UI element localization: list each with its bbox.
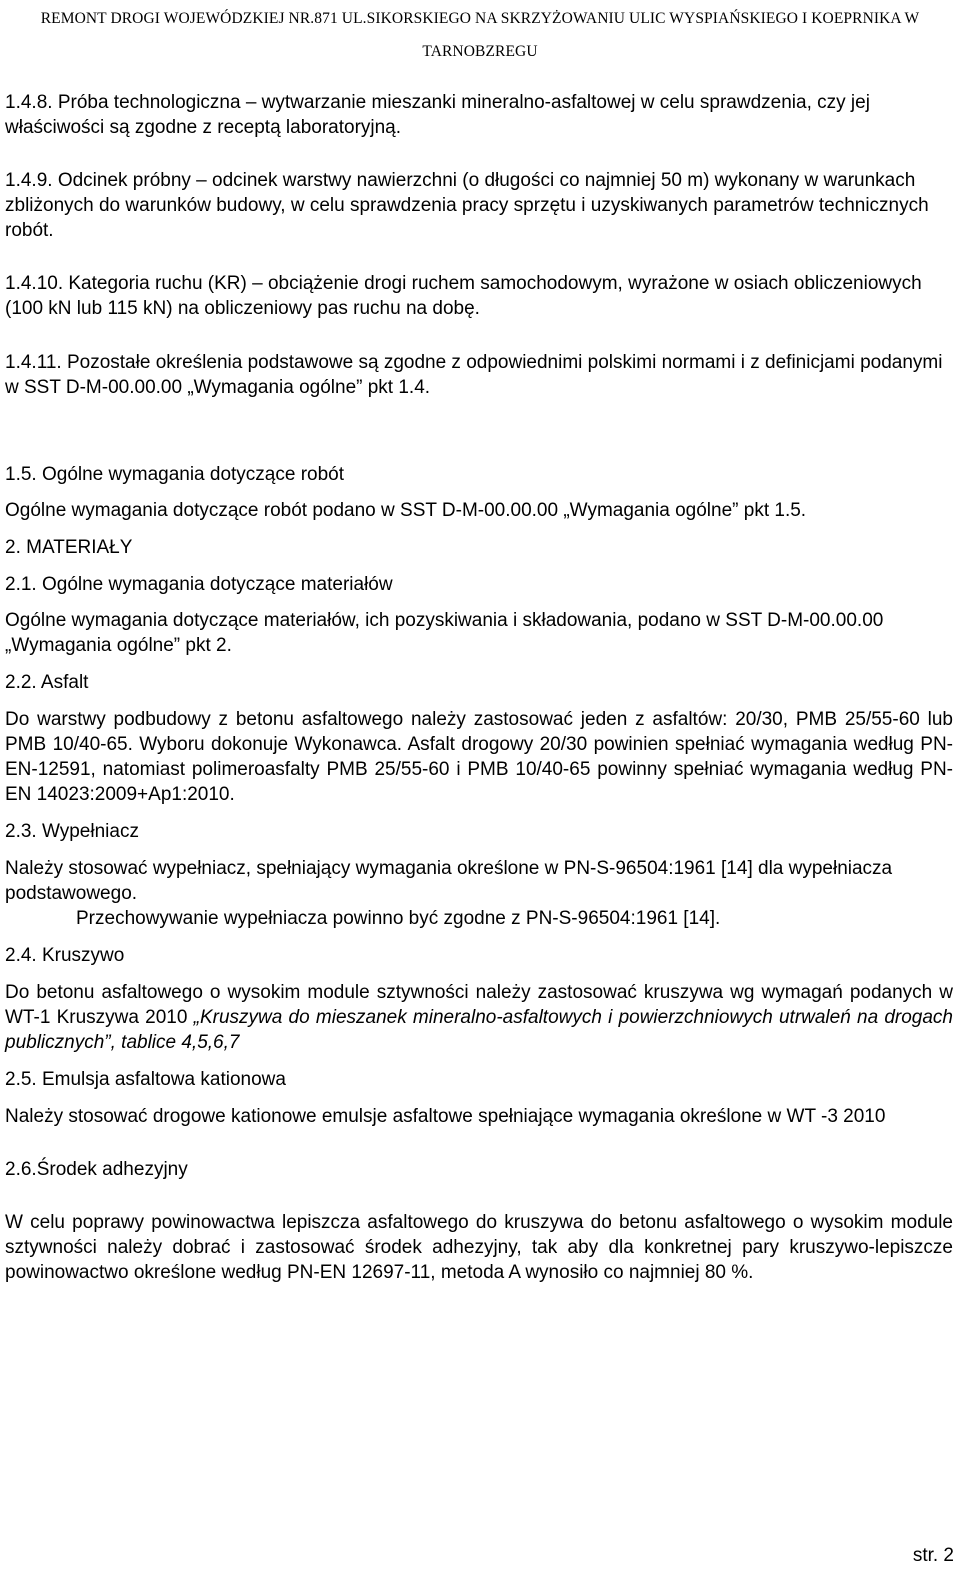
header-line-2: TARNOBZREGU [422,43,538,60]
section-2-6-heading: 2.6.Środek adhezyjny [5,1159,188,1180]
section-2-heading: 2. MATERIAŁY [5,537,133,558]
document-header [0,2,960,68]
section-2-3-text-1: Należy stosować wypełniacz, spełniający wymagania określone w PN-S-96504:1961 [14] dla wypełniacza podstawowego. [5,858,893,904]
section-2-3-heading: 2.3. Wypełniacz [5,821,139,842]
section-2-5-text: Należy stosować drogowe kationowe emulsje asfaltowe spełniające wymagania określone w WT -3 2010 [5,1106,886,1127]
document-body [5,90,953,1285]
section-2-4-text [5,980,953,1055]
header-line-1: REMONT DROGI WOJEWÓDZKIEJ NR.871 UL.SIKORSKIEGO NA SKRZYŻOWANIU ULIC WYSPIAŃSKIEGO I KOEPRNIKA W [40,10,920,27]
section-2-6-text: W celu poprawy powinowactwa lepiszcza asfaltowego do kruszywa do betonu asfaltowego o wysokim module sztywności należy dobrać i zastosować środek adhezyjny, tak aby dla konkretnej pary kruszywo-lepiszcze powinowactwo określone według PN-EN 12697-11, metoda A wynosiło co najmniej 80 %. [5,1212,953,1283]
section-1-5-text: Ogólne wymagania dotyczące robót podano w SST D-M-00.00.00 „Wymagania ogólne” pkt 1.5. [5,500,807,521]
section-2-1-heading: 2.1. Ogólne wymagania dotyczące materiałów [5,574,393,595]
section-2-1-text: Ogólne wymagania dotyczące materiałów, ich pozyskiwania i składowania, podano w SST D-M-00.00.00 „Wymagania ogólne” pkt 2. [5,610,884,656]
definition-1-4-10: 1.4.10. Kategoria ruchu (KR) – obciążenie drogi ruchem samochodowym, wyrażone w osiach obliczeniowych (100 kN lub 115 kN) na obliczeniowy pas ruchu na dobę. [5,273,922,319]
section-2-4-text-italic: „Kruszywa do mieszanek mineralno-asfaltowych i powierzchniowych utrwaleń na drogach publicznych”, tablice 4,5,6,7 [5,1007,954,1053]
section-2-4-text-regular: Do betonu asfaltowego o wysokim module sztywności należy zastosować kruszywa wg wymagań podanych w WT-1 Kruszywa 2010 [5,982,953,1028]
page-number: str. 2 [912,1545,954,1566]
definition-1-4-9: 1.4.9. Odcinek próbny – odcinek warstwy nawierzchni (o długości co najmniej 50 m) wykonany w warunkach zbliżonych do warunków budowy, w celu sprawdzenia pracy sprzętu i uzyskiwanych parametrów technicznych robót. [5,170,929,241]
definition-1-4-8: 1.4.8. Próba technologiczna – wytwarzanie mieszanki mineralno-asfaltowej w celu sprawdzenia, czy jej właściwości są zgodne z receptą laboratoryjną. [5,92,870,138]
section-1-5-heading: 1.5. Ogólne wymagania dotyczące robót [5,464,345,485]
section-2-3-text-2: Przechowywanie wypełniacza powinno być zgodne z PN-S-96504:1961 [14]. [76,908,721,929]
section-2-5-heading: 2.5. Emulsja asfaltowa kationowa [5,1069,286,1090]
section-2-2-heading: 2.2. Asfalt [5,672,89,693]
section-2-4-heading: 2.4. Kruszywo [5,945,125,966]
definition-1-4-11: 1.4.11. Pozostałe określenia podstawowe są zgodne z odpowiednimi polskimi normami i z definicjami podanymi w SST D-M-00.00.00 „Wymagania ogólne” pkt 1.4. [5,352,943,398]
section-2-2-text: Do warstwy podbudowy z betonu asfaltowego należy zastosować jeden z asfaltów: 20/30, PMB 25/55-60 lub PMB 10/40-65. Wyboru dokonuje Wykonawca. Asfalt drogowy 20/30 powinien spełniać wymagania według PN-EN-12591, natomiast polimeroasfalty PMB 25/55-60 i PMB 10/40-65 powinny spełniać wymagania według PN-EN 14023:2009+Ap1:2010. [5,709,953,805]
